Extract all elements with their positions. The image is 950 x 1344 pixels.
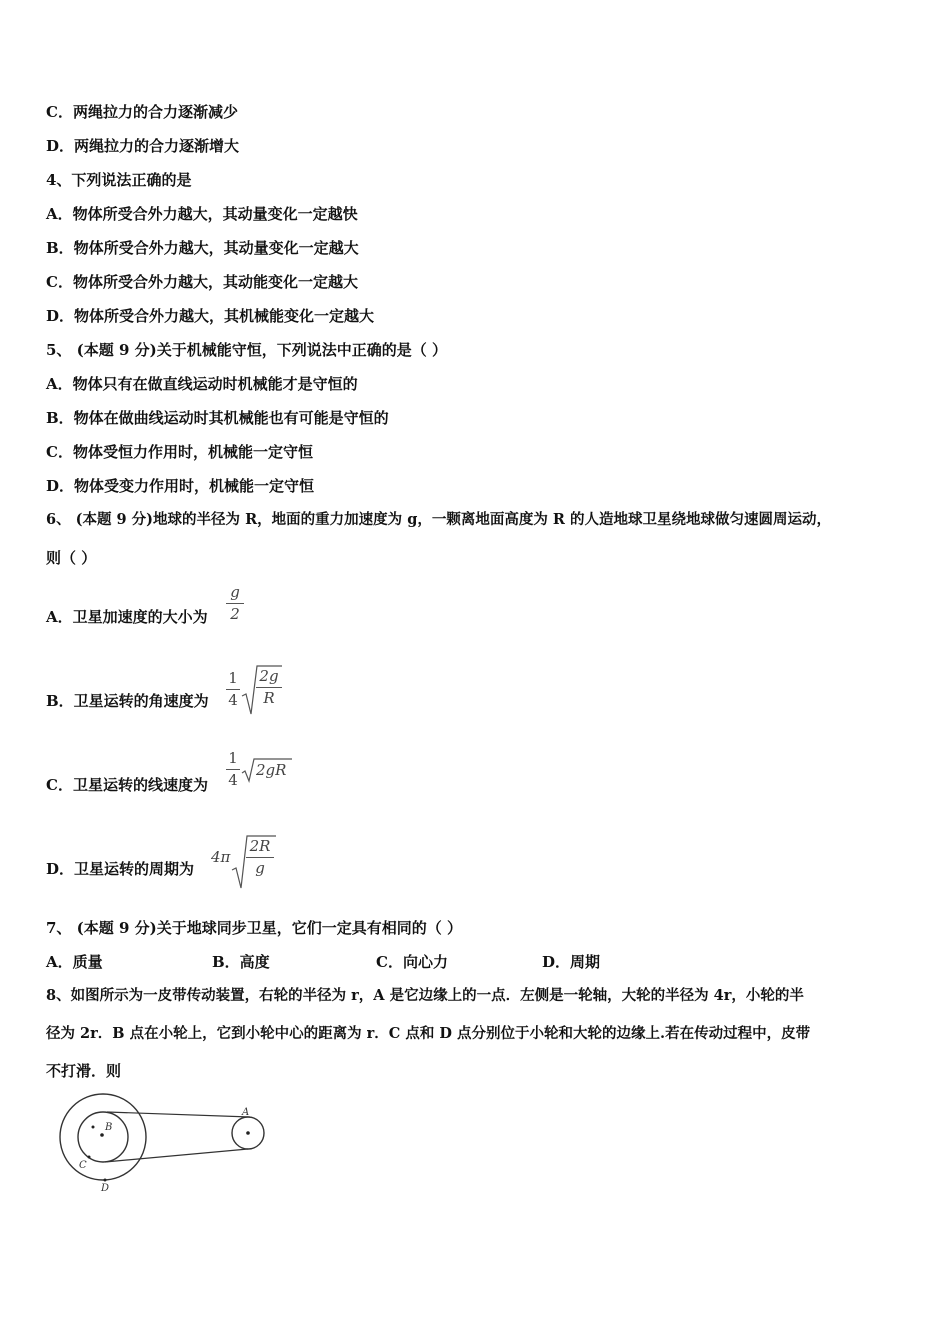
label-d: D — [101, 1183, 110, 1194]
option-7d: D．周期 — [542, 953, 601, 971]
question-5: 5、 (本题 9 分)关于机械能守恒，下列说法中正确的是（ ） — [46, 341, 447, 359]
small-dot — [92, 1126, 95, 1129]
option-7a: A．质量 — [46, 953, 103, 971]
sqrt-2r-over-g: 2R g — [232, 834, 278, 890]
label-a: A — [242, 1107, 250, 1118]
label-c: C — [79, 1160, 87, 1171]
label-b: B — [105, 1122, 113, 1133]
option-4d: D．物体所受合外力越大，其机械能变化一定越大 — [46, 307, 375, 325]
option-4c: C．物体所受合外力越大，其动能变化一定越大 — [46, 273, 358, 291]
option-7c: C．向心力 — [376, 953, 448, 971]
fraction-g-over-2: g 2 — [226, 584, 244, 623]
option-3c: C．两绳拉力的合力逐渐减少 — [46, 103, 238, 121]
option-5b: B．物体在做曲线运动时其机械能也有可能是守恒的 — [46, 409, 389, 427]
point-c-dot — [88, 1156, 91, 1159]
sqrt-2gr: 2gR — [242, 757, 294, 783]
belt-bottom — [105, 1149, 248, 1162]
option-6c: C．卫星运转的线速度为 — [46, 776, 208, 794]
question-7: 7、 (本题 9 分)关于地球同步卫星，它们一定具有相同的（ ） — [46, 919, 462, 937]
option-5c: C．物体受恒力作用时，机械能一定守恒 — [46, 443, 313, 461]
option-3d: D．两绳拉力的合力逐渐增大 — [46, 137, 240, 155]
belt-drive-figure — [55, 1090, 275, 1195]
option-6d: D．卫星运转的周期为 — [46, 860, 195, 878]
option-4a: A．物体所受合外力越大，其动量变化一定越快 — [46, 205, 358, 223]
point-b-dot — [100, 1133, 104, 1137]
large-wheel — [60, 1094, 146, 1180]
question-6-cont: 则（ ） — [46, 549, 97, 567]
question-8-line-2: 径为 2r．B 点在小轮上，它到小轮中心的距离为 r．C 点和 D 点分别位于小轮和大轮的边缘上.若在传动过程中，皮带 — [46, 1025, 811, 1042]
option-5d: D．物体受变力作用时，机械能一定守恒 — [46, 477, 315, 495]
fraction-quarter-2: 1 4 — [226, 750, 240, 789]
coefficient-4pi: 4π — [211, 848, 231, 866]
question-8-line-1: 8、如图所示为一皮带传动装置，右轮的半径为 r，A 是它边缘上的一点．左侧是一轮轴，大轮的半径为 4r，小轮的半 — [46, 987, 804, 1004]
option-6b: B．卫星运转的角速度为 — [46, 692, 209, 710]
point-a-dot — [246, 1131, 250, 1135]
point-d-dot — [104, 1179, 107, 1182]
option-5a: A．物体只有在做直线运动时机械能才是守恒的 — [46, 375, 358, 393]
question-4: 4、下列说法正确的是 — [46, 171, 192, 189]
sqrt-2g-over-r: 2g R — [242, 664, 284, 716]
question-8-line-3: 不打滑．则 — [46, 1062, 122, 1080]
option-7b: B．高度 — [212, 953, 270, 971]
option-4b: B．物体所受合外力越大，其动量变化一定越大 — [46, 239, 359, 257]
question-7-options — [46, 952, 746, 972]
fraction-quarter: 1 4 — [226, 670, 240, 709]
question-6: 6、 (本题 9 分)地球的半径为 R，地面的重力加速度为 g，一颗离地面高度为 R 的人造地球卫星绕地球做匀速圆周运动， — [46, 511, 831, 528]
belt-top — [107, 1112, 250, 1117]
option-6a: A．卫星加速度的大小为 — [46, 608, 208, 626]
small-wheel — [78, 1112, 128, 1162]
